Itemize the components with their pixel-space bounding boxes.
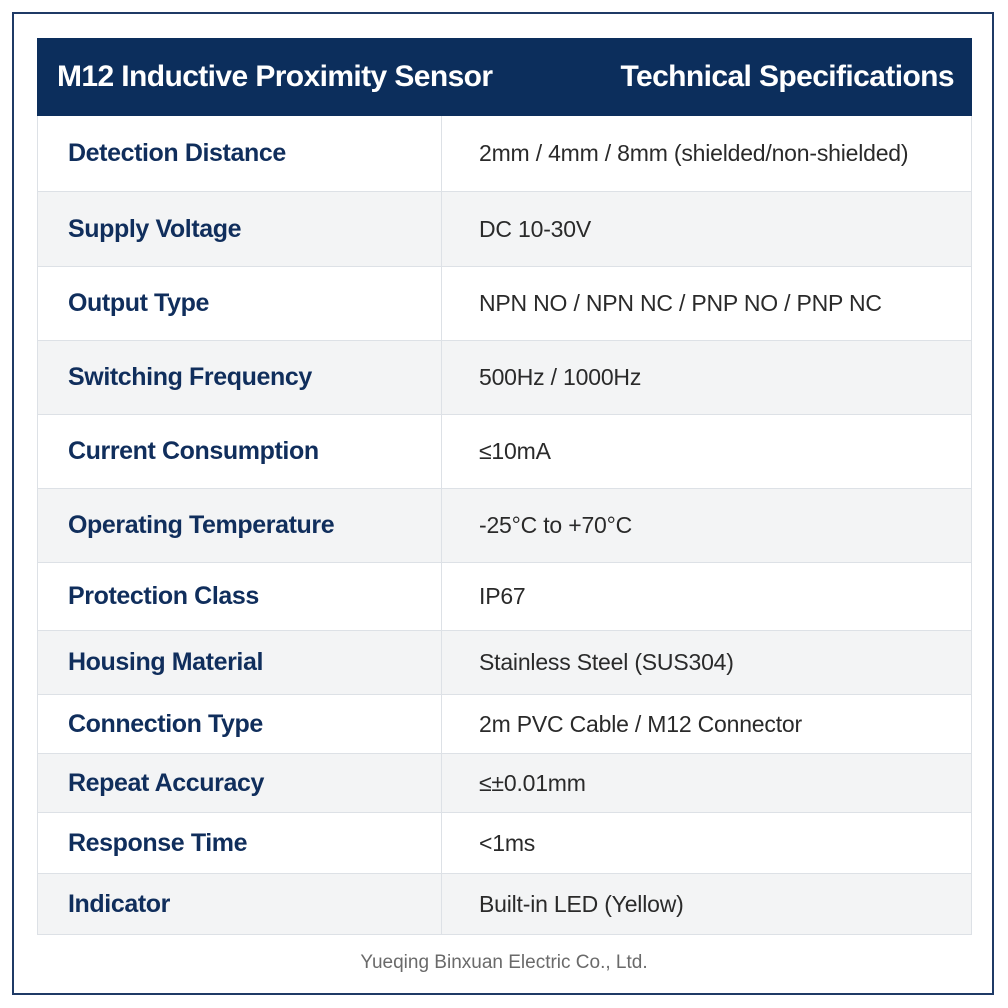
- spec-row-indicator: [38, 874, 971, 935]
- section-subtitle: Technical Specifications: [620, 60, 954, 93]
- spec-table: [37, 116, 972, 935]
- spec-value: Stainless Steel (SUS304): [479, 649, 734, 675]
- spec-row-detection-distance: [38, 116, 971, 192]
- spec-label: Supply Voltage: [38, 192, 442, 266]
- spec-row-response-time: [38, 813, 971, 874]
- spec-value: IP67: [479, 583, 526, 609]
- company-footer: Yueqing Binxuan Electric Co., Ltd.: [360, 952, 648, 973]
- spec-value: 2m PVC Cable / M12 Connector: [479, 710, 802, 737]
- spec-label: Protection Class: [38, 563, 442, 630]
- spec-value: -25°C to +70°C: [479, 512, 633, 538]
- spec-row-current-consumption: [38, 415, 971, 489]
- spec-label: Indicator: [38, 874, 442, 934]
- spec-row-housing-material: [38, 631, 971, 695]
- spec-row-repeat-accuracy: [38, 754, 971, 813]
- spec-row-output-type: [38, 267, 971, 341]
- spec-value: ≤±0.01mm: [479, 769, 586, 796]
- spec-row-protection-class: [38, 563, 971, 631]
- spec-label: Current Consumption: [38, 415, 442, 488]
- product-title: M12 Inductive Proximity Sensor: [57, 60, 493, 93]
- spec-label: Response Time: [38, 813, 442, 873]
- spec-row-supply-voltage: [38, 192, 971, 267]
- spec-value: 2mm / 4mm / 8mm (shielded/non-shielded): [479, 140, 909, 166]
- spec-label: Operating Temperature: [38, 489, 442, 562]
- spec-label: Switching Frequency: [38, 341, 442, 414]
- spec-label: Detection Distance: [38, 116, 442, 191]
- spec-header: [37, 38, 972, 116]
- spec-value: ≤10mA: [479, 438, 551, 464]
- spec-value: DC 10-30V: [479, 215, 591, 242]
- spec-label: Connection Type: [38, 695, 442, 753]
- spec-row-operating-temperature: [38, 489, 971, 563]
- spec-row-switching-frequency: [38, 341, 971, 415]
- spec-value: Built-in LED (Yellow): [479, 890, 684, 917]
- spec-value: 500Hz / 1000Hz: [479, 364, 642, 390]
- spec-label: Housing Material: [38, 631, 442, 694]
- spec-label: Output Type: [38, 267, 442, 340]
- spec-row-connection-type: [38, 695, 971, 754]
- spec-value: NPN NO / NPN NC / PNP NO / PNP NC: [479, 290, 882, 316]
- spec-label: Repeat Accuracy: [38, 754, 442, 812]
- spec-value: <1ms: [479, 829, 536, 856]
